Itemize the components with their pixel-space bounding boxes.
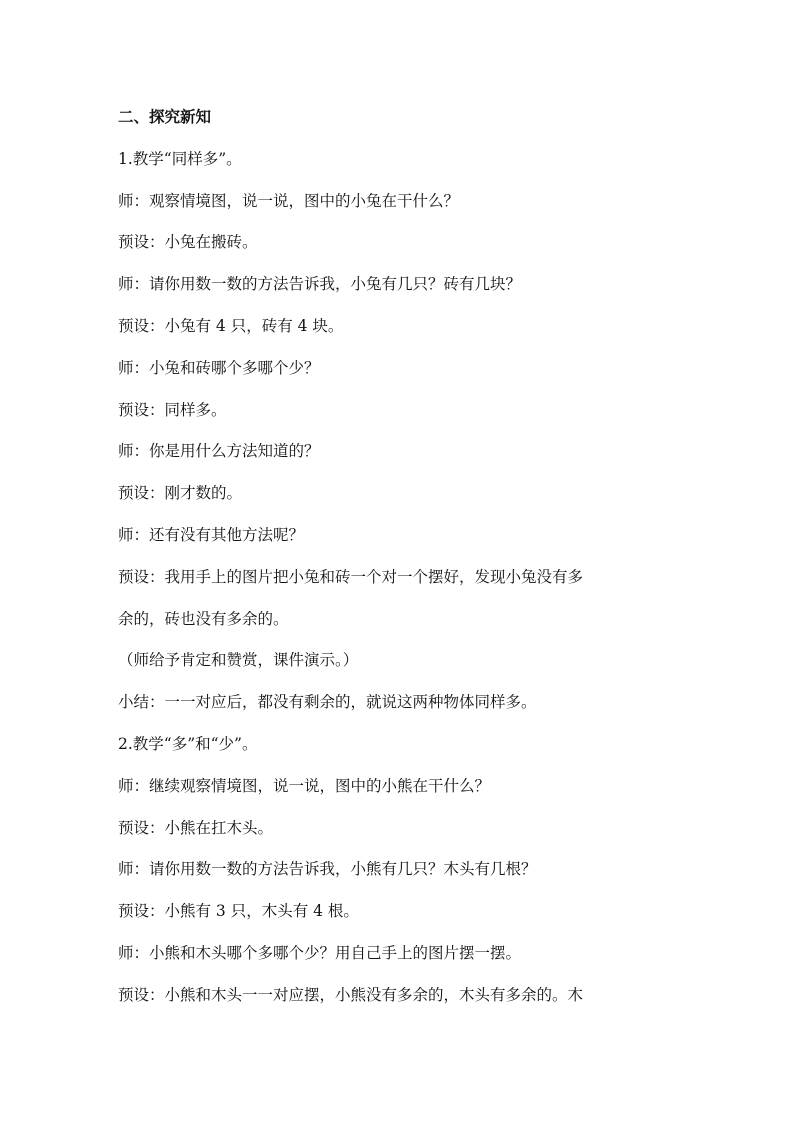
paragraph-line: 师：继续观察情境图，说一说，图中的小熊在干什么？	[118, 776, 491, 795]
paragraph-line: 余的，砖也没有多余的。	[118, 609, 289, 628]
paragraph-line: 师：请你用数一数的方法告诉我，小熊有几只？木头有几根？	[118, 860, 537, 879]
paragraph-line: 预设：小熊和木头一一对应摆，小熊没有多余的，木头有多余的。木	[118, 985, 584, 1004]
paragraph-line: 师：你是用什么方法知道的？	[118, 442, 320, 461]
subsection-title: 2.教学“多”和“少”。	[118, 734, 258, 753]
paragraph-line: 预设：小熊在扛木头。	[118, 818, 274, 837]
paragraph-line: 预设：小熊有 3 只，木头有 4 根。	[118, 902, 359, 921]
paragraph-line: 预设：我用手上的图片把小兔和砖一个对一个摆好，发现小兔没有多	[118, 567, 584, 586]
paragraph-line: 预设：小兔有 4 只，砖有 4 块。	[118, 316, 344, 335]
paragraph-line: 师：请你用数一数的方法告诉我，小兔有几只？砖有几块？	[118, 275, 522, 294]
paragraph-line: 小结：一一对应后，都没有剩余的，就说这两种物体同样多。	[118, 693, 537, 712]
subsection-title: 1.教学“同样多”。	[118, 149, 242, 168]
paragraph-line: 预设：同样多。	[118, 400, 227, 419]
section-heading: 二、探究新知	[118, 107, 212, 126]
paragraph-line: 师：小熊和木头哪个多哪个少？用自己手上的图片摆一摆。	[118, 943, 522, 962]
paragraph-line: 师：小兔和砖哪个多哪个少？	[118, 358, 320, 377]
paragraph-line: 师：观察情境图，说一说，图中的小兔在干什么？	[118, 191, 460, 210]
paragraph-line: 预设：小兔在搬砖。	[118, 233, 258, 252]
paragraph-line: 预设：刚才数的。	[118, 484, 243, 503]
paragraph-line: 师：还有没有其他方法呢？	[118, 525, 305, 544]
document-body	[118, 102, 683, 1022]
paragraph-line: （师给予肯定和赞赏，课件演示。）	[118, 651, 359, 670]
